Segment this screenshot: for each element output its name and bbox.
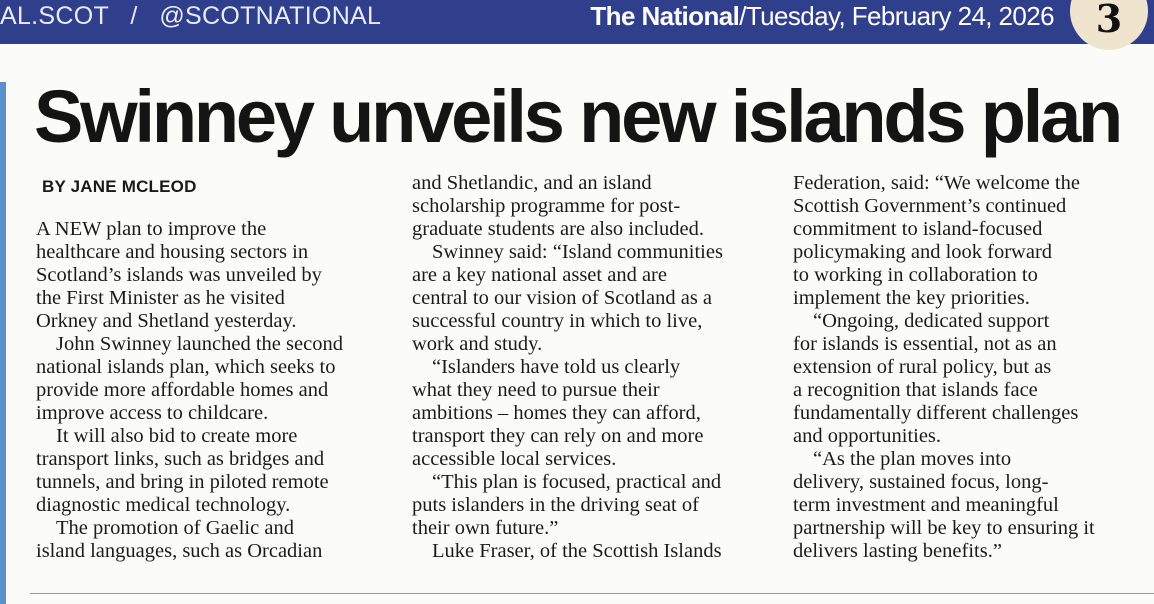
text-line: Federation, said: “We welcome the <box>793 172 1080 194</box>
text-line: Swinney said: “Island communities <box>432 241 723 263</box>
article-byline: BY JANE MCLEOD <box>42 177 197 196</box>
page-number: 3 <box>1095 0 1123 41</box>
text-line: the First Minister as he visited <box>36 287 285 309</box>
text-line: and opportunities. <box>793 425 942 447</box>
text-line: The promotion of Gaelic and <box>56 517 294 539</box>
text-line: island languages, such as Orcadian <box>36 540 323 562</box>
text-line: to working in collaboration to <box>793 264 1038 286</box>
text-line: their own future.” <box>412 517 559 539</box>
text-line: a recognition that islands face <box>793 379 1038 401</box>
text-line: implement the key priorities. <box>793 287 1030 309</box>
text-line: diagnostic medical technology. <box>36 494 291 516</box>
text-line: Scottish Government’s continued <box>793 195 1067 217</box>
text-line: for islands is essential, not as an <box>793 333 1057 355</box>
text-line: national islands plan, which seeks to <box>36 356 336 378</box>
masthead-bar <box>0 0 1154 44</box>
text-line: policymaking and look forward <box>793 241 1053 263</box>
paper-date-line <box>590 0 1054 33</box>
text-line: successful country in which to live, <box>412 310 703 332</box>
text-line: transport they can rely on and more <box>412 425 704 447</box>
text-line: delivery, sustained focus, long- <box>793 471 1049 493</box>
text-line: are a key national asset and are <box>412 264 667 286</box>
text-line: work and study. <box>412 333 543 355</box>
text-line: “Islanders have told us clearly <box>432 356 681 378</box>
text-line: accessible local services. <box>412 448 617 470</box>
text-line: extension of rural policy, but as <box>793 356 1052 378</box>
text-line: tunnels, and bring in piloted remote <box>36 471 329 493</box>
text-line: Orkney and Shetland yesterday. <box>36 310 297 332</box>
text-line: provide more affordable homes and <box>36 379 329 401</box>
paper-name: The National <box>590 1 740 31</box>
website-social-handle: AL.SCOT / @SCOTNATIONAL <box>0 2 382 30</box>
text-line: John Swinney launched the second <box>56 333 343 355</box>
article-column-3 <box>793 172 1151 563</box>
text-line: A NEW plan to improve the <box>36 218 267 240</box>
article-column-2 <box>412 172 780 563</box>
text-line: graduate students are also included. <box>412 218 705 240</box>
bottom-divider <box>30 593 1154 594</box>
text-line: “As the plan moves into <box>813 448 1012 470</box>
text-line: healthcare and housing sectors in <box>36 241 309 263</box>
text-line: improve access to childcare. <box>36 402 269 424</box>
text-line: Luke Fraser, of the Scottish Islands <box>432 540 722 562</box>
text-line: transport links, such as bridges and <box>36 448 325 470</box>
text-line: It will also bid to create more <box>56 425 298 447</box>
text-line: what they need to pursue their <box>412 379 660 401</box>
text-line: commitment to island-focused <box>793 218 1043 240</box>
text-line: Scotland’s islands was unveiled by <box>36 264 322 286</box>
text-line: term investment and meaningful <box>793 494 1059 516</box>
text-line: puts islanders in the driving seat of <box>412 494 699 516</box>
text-line: central to our vision of Scotland as a <box>412 287 713 309</box>
text-line: ambitions – homes they can afford, <box>412 402 701 424</box>
text-line: fundamentally different challenges <box>793 402 1079 424</box>
text-line: scholarship programme for post- <box>412 195 681 217</box>
section-side-rule <box>0 82 6 604</box>
text-line: partnership will be key to ensuring it <box>793 517 1095 539</box>
article-column-1 <box>36 218 398 563</box>
text-line: delivers lasting benefits.” <box>793 540 1002 562</box>
text-line: “This plan is focused, practical and <box>432 471 722 493</box>
text-line: “Ongoing, dedicated support <box>813 310 1050 332</box>
text-line: and Shetlandic, and an island <box>412 172 652 194</box>
issue-date: /Tuesday, February 24, 2026 <box>739 1 1054 31</box>
article-headline: Swinney unveils new islands plan <box>34 75 1121 158</box>
